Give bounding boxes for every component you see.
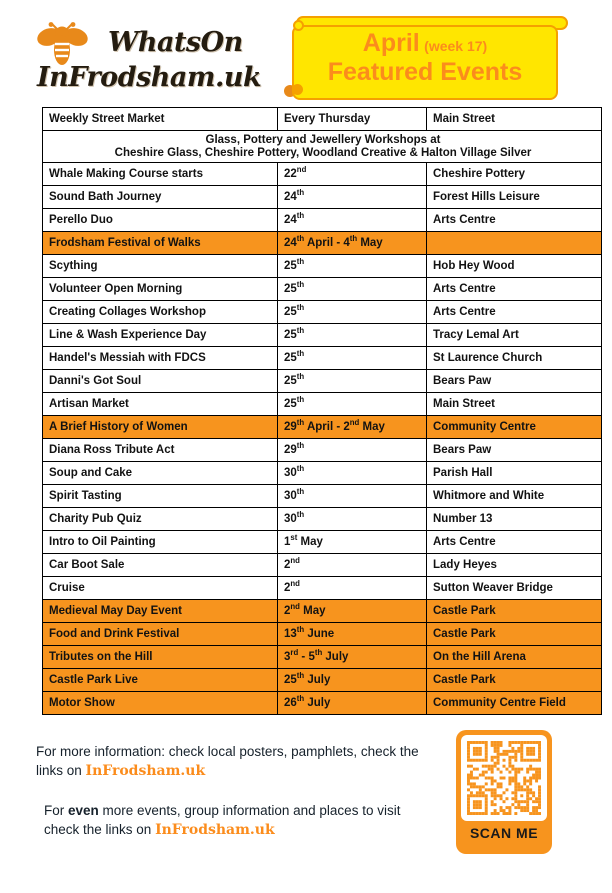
cell-event-name: Weekly Street Market	[43, 108, 278, 131]
cell-event-date: 2nd	[278, 554, 427, 577]
cell-event-place: Tracy Lemal Art	[427, 324, 602, 347]
cell-event-date: 25th	[278, 393, 427, 416]
cell-event-date: 24th	[278, 186, 427, 209]
cell-event-place: Hob Hey Wood	[427, 255, 602, 278]
cell-event-place: Castle Park	[427, 623, 602, 646]
banner-curl-bottom-left-icon	[292, 84, 303, 95]
cell-event-name: A Brief History of Women	[43, 416, 278, 439]
table-row	[43, 531, 602, 554]
cell-event-date: 26th July	[278, 692, 427, 715]
cell-event-date: 29th April - 2nd May	[278, 416, 427, 439]
cell-event-name: Creating Collages Workshop	[43, 301, 278, 324]
cell-event-name: Danni's Got Soul	[43, 370, 278, 393]
site-logo[interactable]	[36, 22, 298, 98]
table-row	[43, 255, 602, 278]
table-row	[43, 669, 602, 692]
table-row	[43, 623, 602, 646]
cell-event-place	[427, 232, 602, 255]
cell-event-date: 24th	[278, 209, 427, 232]
cell-event-name: Handel's Messiah with FDCS	[43, 347, 278, 370]
footer-link-infrodsham-2[interactable]: InFrodsham.uk	[155, 822, 275, 839]
cell-event-place: Community Centre	[427, 416, 602, 439]
banner-week: (week 17)	[424, 38, 488, 54]
table-row	[43, 163, 602, 186]
table-row	[43, 462, 602, 485]
cell-event-date: 25th	[278, 324, 427, 347]
table-row	[43, 209, 602, 232]
footer-link-infrodsham-1[interactable]: InFrodsham.uk	[85, 763, 206, 780]
table-row	[43, 108, 602, 131]
cell-event-place: Lady Heyes	[427, 554, 602, 577]
cell-event-date: 30th	[278, 508, 427, 531]
table-row	[43, 370, 602, 393]
workshops-line-1: Glass, Pottery and Jewellery Workshops at	[205, 134, 441, 146]
cell-event-place: Arts Centre	[427, 209, 602, 232]
logo-wordmark	[36, 22, 298, 98]
qr-code-card[interactable]	[456, 730, 552, 854]
cell-event-date: Every Thursday	[278, 108, 427, 131]
cell-event-name: Artisan Market	[43, 393, 278, 416]
cell-event-name: Medieval May Day Event	[43, 600, 278, 623]
cell-event-name: Spirit Tasting	[43, 485, 278, 508]
cell-event-date: 2nd	[278, 577, 427, 600]
table-row	[43, 347, 602, 370]
cell-event-place: Arts Centre	[427, 531, 602, 554]
logo-line-2: InFrodsham.uk	[37, 62, 262, 93]
qr-code-background	[461, 735, 547, 821]
cell-event-place: Main Street	[427, 108, 602, 131]
cell-event-place: Sutton Weaver Bridge	[427, 577, 602, 600]
cell-event-place: Parish Hall	[427, 462, 602, 485]
page-header	[0, 0, 612, 104]
cell-event-place: Cheshire Pottery	[427, 163, 602, 186]
cell-event-place: Forest Hills Leisure	[427, 186, 602, 209]
table-row	[43, 393, 602, 416]
cell-event-place: Main Street	[427, 393, 602, 416]
cell-event-name: Charity Pub Quiz	[43, 508, 278, 531]
workshops-line-2: Cheshire Glass, Cheshire Pottery, Woodland Creative & Halton Village Silver	[114, 146, 532, 159]
table-row	[43, 577, 602, 600]
footer-para-2-mid: more events, group information and places to visit check the links on	[44, 803, 401, 838]
cell-event-name: Scything	[43, 255, 278, 278]
footer-paragraph-2	[44, 801, 436, 841]
cell-event-name: Soup and Cake	[43, 462, 278, 485]
table-row	[43, 416, 602, 439]
cell-event-place: On the Hill Arena	[427, 646, 602, 669]
logo-line-1: WhatsOn	[108, 27, 243, 58]
banner-title-line	[292, 30, 558, 56]
footer-para-2-emphasis: even	[68, 803, 99, 818]
cell-event-date: 1st May	[278, 531, 427, 554]
table-row	[43, 692, 602, 715]
cell-event-date: 3rd - 5th July	[278, 646, 427, 669]
cell-event-name: Tributes on the Hill	[43, 646, 278, 669]
cell-event-name: Line & Wash Experience Day	[43, 324, 278, 347]
cell-event-date: 29th	[278, 439, 427, 462]
cell-event-name: Whale Making Course starts	[43, 163, 278, 186]
cell-event-place: Number 13	[427, 508, 602, 531]
cell-event-name: Intro to Oil Painting	[43, 531, 278, 554]
cell-event-name: Cruise	[43, 577, 278, 600]
footer-paragraph-1	[36, 742, 436, 782]
cell-event-date: 25th	[278, 255, 427, 278]
events-table	[42, 107, 602, 715]
table-row	[43, 324, 602, 347]
qr-scan-me-label: SCAN ME	[469, 825, 539, 841]
table-row	[43, 232, 602, 255]
cell-event-place: Arts Centre	[427, 278, 602, 301]
cell-event-date: 25th	[278, 278, 427, 301]
cell-event-name: Perello Duo	[43, 209, 278, 232]
table-row	[43, 554, 602, 577]
table-row	[43, 508, 602, 531]
table-row	[43, 131, 602, 163]
cell-event-place: Castle Park	[427, 669, 602, 692]
events-table-body	[43, 108, 602, 715]
cell-event-date: 22nd	[278, 163, 427, 186]
footer-para-2-pre: For	[44, 803, 69, 818]
cell-event-date: 25th	[278, 370, 427, 393]
cell-event-name: Car Boot Sale	[43, 554, 278, 577]
cell-event-date: 30th	[278, 485, 427, 508]
cell-event-place: Castle Park	[427, 600, 602, 623]
cell-event-name: Motor Show	[43, 692, 278, 715]
cell-event-date: 13th June	[278, 623, 427, 646]
cell-event-name: Volunteer Open Morning	[43, 278, 278, 301]
banner-subtitle: Featured Events	[327, 58, 523, 87]
table-row	[43, 600, 602, 623]
cell-event-name: Castle Park Live	[43, 669, 278, 692]
cell-event-place: St Laurence Church	[427, 347, 602, 370]
table-row	[43, 301, 602, 324]
footer-para-1-text: For more information: check local posters, pamphlets, check the links on	[36, 744, 419, 779]
qr-code-icon	[467, 741, 541, 815]
cell-event-date: 24th April - 4th May	[278, 232, 427, 255]
cell-event-place: Community Centre Field	[427, 692, 602, 715]
cell-event-name: Sound Bath Journey	[43, 186, 278, 209]
table-row	[43, 278, 602, 301]
banner-month: April	[362, 29, 420, 57]
cell-event-place: Whitmore and White	[427, 485, 602, 508]
cell-event-name: Frodsham Festival of Walks	[43, 232, 278, 255]
table-row	[43, 439, 602, 462]
cell-event-place: Bears Paw	[427, 439, 602, 462]
banner-text	[292, 30, 558, 86]
table-row	[43, 485, 602, 508]
cell-event-date: 25th July	[278, 669, 427, 692]
page-footer	[0, 722, 612, 882]
cell-event-name: Diana Ross Tribute Act	[43, 439, 278, 462]
cell-event-date: 2nd May	[278, 600, 427, 623]
table-workshops-banner-cell	[43, 131, 602, 163]
cell-event-place: Arts Centre	[427, 301, 602, 324]
table-row	[43, 646, 602, 669]
cell-event-date: 25th	[278, 347, 427, 370]
cell-event-date: 30th	[278, 462, 427, 485]
featured-events-banner	[292, 16, 568, 100]
table-row	[43, 186, 602, 209]
cell-event-name: Food and Drink Festival	[43, 623, 278, 646]
cell-event-place: Bears Paw	[427, 370, 602, 393]
cell-event-date: 25th	[278, 301, 427, 324]
